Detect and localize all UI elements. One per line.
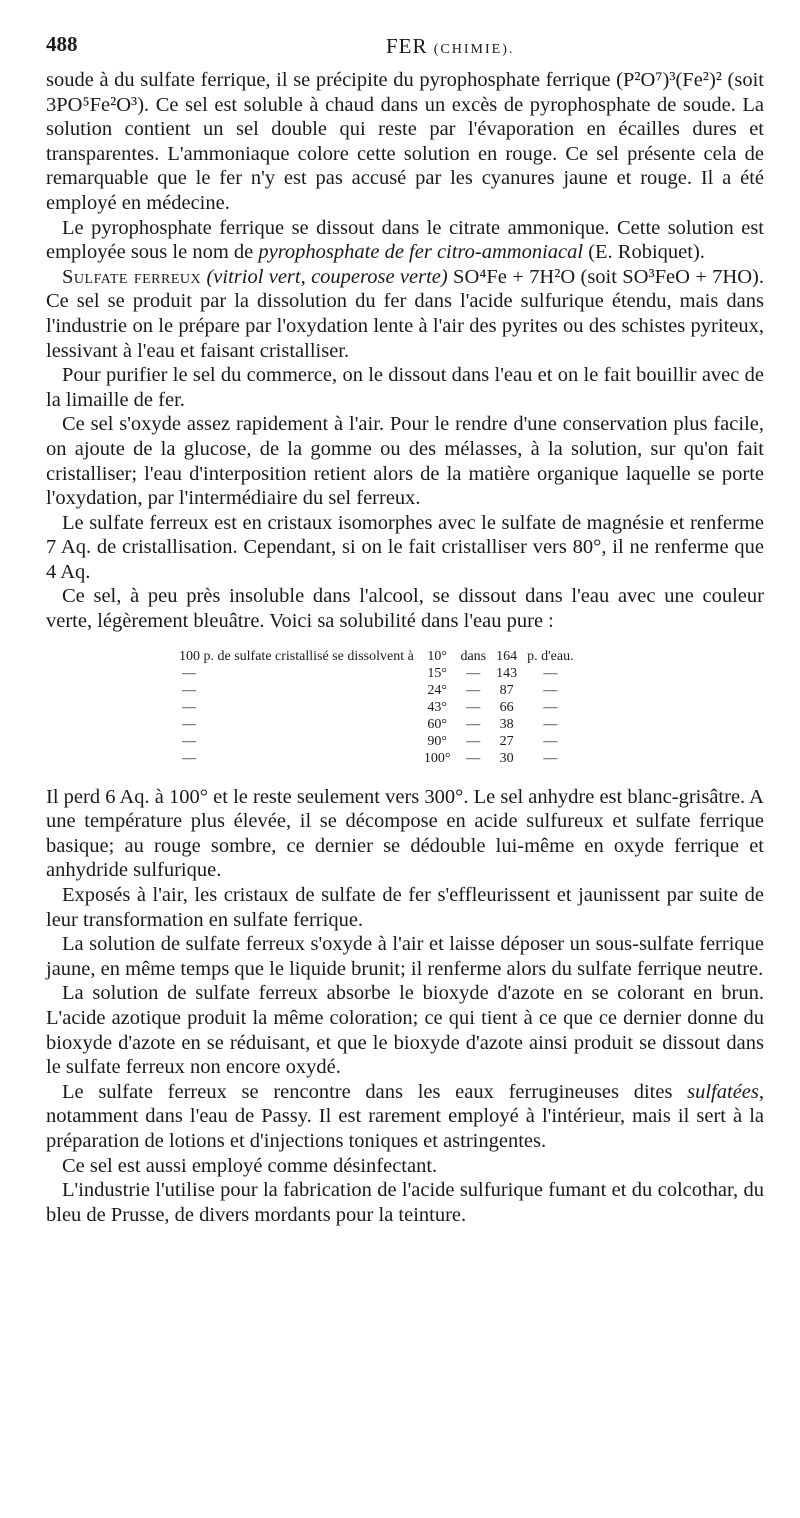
ditto-dash: — [543,750,558,766]
ditto-dash: — [543,682,558,698]
solubility-water-parts: 143 [496,665,518,681]
solubility-water-parts: 66 [499,699,514,715]
solubility-row [174,665,579,682]
solubility-row [174,716,579,733]
ditto-dash: — [466,750,481,766]
paragraph-2 [46,216,764,265]
ditto-dash: — [466,699,481,715]
ditto-dash: — [466,665,481,681]
solubility-temp: 10° [427,648,447,664]
solubility-row [174,699,579,716]
solubility-water-parts: 38 [499,716,514,732]
solubility-temperature: 60° [427,716,447,732]
paragraph-12-italic: sulfatées [687,1080,759,1103]
solubility-table [174,648,579,767]
solubility-row [174,682,579,699]
section-heading-sulfate-ferreux: Sulfate ferreux [62,265,202,288]
paragraph-11: La solution de sulfate ferreux absorbe le bioxyde d'azote en se colorant en brun. L'acide azotique produit la même coloration; ce qui tient à ce que ce dernier donne du bioxyde d'azote en se réduisant, et que le bioxyde d'azote ainsi produit se dissout dans le sulfate ferreux non encore oxydé. [46,982,764,1079]
solubility-water-parts: 87 [499,682,514,698]
paragraph-10: La solution de sulfate ferreux s'oxyde à l'air et laisse déposer un sous-sulfate ferrique jaune, en même temps que le liquide brunit; il renferme alors du sulfate ferrique neutre. [46,933,764,980]
ditto-dash: — [182,699,196,715]
ditto-dash: — [466,733,481,749]
paragraph-2-italic: pyrophosphate de fer citro-ammoniacal [258,241,584,264]
paragraph-3 [46,265,764,363]
paragraph-12-text: Le sulfate ferreux se rencontre dans les eaux ferrugineuses dites [62,1080,688,1103]
paragraph-5: Ce sel s'oxyde assez rapidement à l'air. Pour le rendre d'une conservation plus facile, on ajoute de la glucose, de la gomme ou des mélasses, à la solution, sur qu'on fait cristalliser; l'eau d'interposition retient alors de la matière organique laquelle se porte l'oxydation, par l'intermédiaire du sel ferreux. [46,413,764,510]
paragraph-14: L'industrie l'utilise pour la fabrication de l'acide sulfurique fumant et du colcothar, du bleu de Prusse, de divers mordants pour la teinture. [46,1179,764,1226]
body-text [46,68,764,1227]
paragraph-2-tail: (E. Robiquet). [583,241,705,264]
ditto-dash: — [182,665,196,681]
ditto-dash: — [543,716,558,732]
paragraph-8: Il perd 6 Aq. à 100° et le reste seulement vers 300°. Le sel anhydre est blanc-grisâtre. A une température plus élevée, il se décompose en acide sulfureux et sulfate ferrique basique; au rouge sombre, ce dernier se dédouble lui-même en oxyde ferrique et anhydride sulfurique. [46,785,764,882]
solubility-dans: dans [460,648,487,664]
solubility-tail: p. d'eau. [527,648,574,664]
solubility-temperature: 90° [427,733,447,749]
ditto-dash: — [182,733,196,749]
ditto-dash: — [466,716,481,732]
ditto-dash: — [182,750,196,766]
page-header [46,28,764,68]
paragraph-7: Ce sel, à peu près insoluble dans l'alcool, se dissout dans l'eau avec une couleur verte, légèrement bleuâtre. Voici sa solubilité dans l'eau pure : [46,585,764,633]
solubility-temperature: 24° [427,682,447,698]
solubility-row [174,733,579,750]
solubility-temperature: 15° [427,665,447,681]
paragraph-12-tail: , notamment dans l'eau de Passy. Il est rarement employé à l'intérieur, mais il sert à la préparation de lotions et d'injections toniques et astringentes. [46,1080,764,1152]
solubility-lead: 100 p. de sulfate cristallisé se dissolvent à [179,648,414,664]
book-page [46,28,764,1227]
ditto-dash: — [543,699,558,715]
ditto-dash: — [543,665,558,681]
solubility-temperature: 100° [423,750,451,766]
page-number: 488 [46,32,78,56]
paragraph-12 [46,1080,764,1154]
paragraph-9: Exposés à l'air, les cristaux de sulfate de fer s'effleurissent et jaunissent par suite de leur transformation en sulfate ferrique. [46,884,764,931]
ditto-dash: — [543,733,558,749]
ditto-dash: — [182,716,196,732]
paragraph-3-text: SO⁴Fe + 7H²O (soit SO³FeO + 7HO). Ce sel se produit par la dissolution du fer dans l'acide sulfurique étendu, mais dans l'industrie on le prépare par l'oxydation lente à l'air des pyrites ou des schistes pyriteux, lessivant à l'eau et faisant cristalliser. [46,265,764,362]
paragraph-4: Pour purifier le sel du commerce, on le dissout dans l'eau et on le fait bouillir avec de la limaille de fer. [46,364,764,411]
running-title [386,34,514,59]
solubility-parts: 164 [496,648,518,664]
paragraph-3-italic: (vitriol vert, couperose verte) [206,265,448,288]
solubility-row [174,750,579,767]
paragraph-13: Ce sel est aussi employé comme désinfectant. [62,1154,438,1177]
paragraph-1: soude à du sulfate ferrique, il se précipite du pyrophosphate ferrique (P²O⁷)³(Fe²)² (soit 3PO⁵Fe²O³). Ce sel est soluble à chaud dans un excès de pyrophosphate de soude. La solution contient un sel double qui reste par l'évaporation en écailles dures et transparentes. L'ammoniaque colore cette solution en rouge. Ce sel présente cela de remarquable que le fer n'y est pas accusé par les cyanures jaune et rouge. Il a été employé en médecine. [46,69,764,214]
solubility-temperature: 43° [427,699,447,715]
ditto-dash: — [466,682,481,698]
paragraph-6: Le sulfate ferreux est en cristaux isomorphes avec le sulfate de magnésie et renferme 7 Aq. de cristallisation. Cependant, si on le fait cristalliser vers 80°, il ne renferme que 4 Aq. [46,511,764,583]
ditto-dash: — [182,682,196,698]
solubility-water-parts: 30 [499,750,514,766]
running-title-main: FER [386,34,428,58]
solubility-water-parts: 27 [499,733,514,749]
running-title-sub: (CHIMIE). [433,42,515,57]
solubility-header-row [174,648,579,665]
paragraph-2-text: Le pyrophosphate ferrique se dissout dans le citrate ammonique. Cette solution est employée sous le nom de [46,216,764,264]
